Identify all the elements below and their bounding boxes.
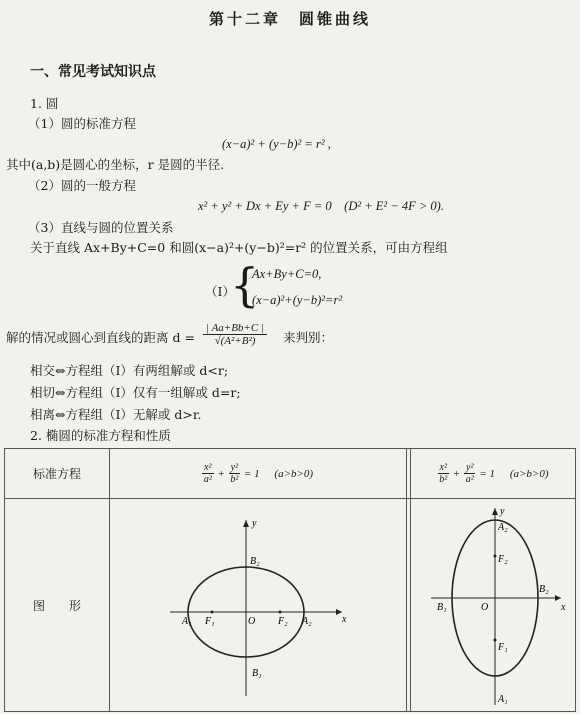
vertex-a2-label-v: A₂: [498, 522, 508, 533]
vertex-b2-label: B₂: [249, 556, 260, 567]
horizontal-ellipse-figure: [110, 500, 406, 710]
focus-f1-point-v: [494, 639, 497, 642]
item-line-circle: （3）直线与圆的位置关系: [28, 220, 174, 235]
focus-f1-point: [210, 611, 213, 614]
distance-denominator: √(A²+B²): [214, 335, 256, 347]
system-line-2: (x−a)²+(y−b)²=r²: [252, 293, 343, 307]
focus-f2-point-v: [494, 555, 497, 558]
vertex-a1-label-v: A₁: [498, 694, 508, 705]
distance-numerator: | Aa+Bb+C |: [203, 322, 267, 335]
y-label: y: [251, 518, 257, 529]
row-label-figure: 图 形: [5, 499, 110, 712]
item-general-eq: （2）圆的一般方程: [28, 178, 136, 193]
subsection-ellipse: 2. 椭圆的标准方程和性质: [30, 428, 171, 443]
condition-horizontal: (a>b>0): [274, 468, 314, 480]
system-brace: {: [230, 258, 260, 312]
row-label-equation: 标准方程: [5, 449, 110, 499]
focus-f1-label-v: F₁: [498, 642, 508, 653]
figure-vertical-cell: [411, 499, 576, 712]
figure-horizontal-cell: [109, 499, 406, 712]
origin-label: O: [247, 616, 255, 627]
system-label: （Ⅰ）: [205, 284, 235, 299]
condition-vertical: (a>b>0): [509, 468, 549, 480]
focus-f2-point: [278, 611, 281, 614]
x-label: x: [341, 614, 347, 625]
x-label-v: x: [561, 602, 566, 613]
equation-general: x² + y² + Dx + Ey + F = 0 (D² + E² − 4F > 0).: [198, 199, 444, 213]
distance-fraction: [203, 322, 267, 347]
origin-label-v: O: [481, 602, 489, 613]
standard-eq-note: 其中(a,b)是圆心的坐标，r 是圆的半径.: [6, 157, 225, 172]
distance-prefix: 解的情况或圆心到直线的距离 d =: [6, 330, 195, 345]
focus-f2-label: F₂: [277, 616, 288, 627]
equation-standard: (x−a)² + (y−b)² = r² ,: [222, 137, 331, 151]
vertex-a2-label: A₂: [301, 616, 312, 627]
vertex-b1-label: B₁: [251, 668, 262, 679]
vertex-b2-label-v: B₂: [539, 584, 549, 595]
focus-f1-label: F₁: [204, 616, 215, 627]
case-tangent: 相切⇔方程组（Ⅰ）仅有一组解或 d=r;: [30, 385, 241, 400]
vertex-b1-label-v: B₁: [437, 602, 447, 613]
ellipse-properties-table: [4, 448, 576, 712]
equation-vertical: $\frac{\text{x²}}{\text{b²}}$ + $\frac{\text{y²}}{\text{a²}}$ = 1 (a>b>0): [411, 449, 576, 499]
case-separate: 相离⇔方程组（Ⅰ）无解或 d>r.: [30, 407, 202, 422]
subsection-circle: 1. 圆: [30, 96, 59, 111]
system-line-1: Ax+By+C=0,: [252, 267, 322, 281]
line-circle-text: 关于直线 Ax+By+C=0 和圆(x−a)²+(y−b)²=r² 的位置关系，可由方程组: [30, 240, 448, 255]
vertical-ellipse-figure: [411, 500, 575, 710]
y-label-v: y: [500, 506, 505, 517]
case-intersect: 相交⇔方程组（Ⅰ）有两组解或 d<r;: [30, 363, 229, 378]
section-heading: 一、常见考试知识点: [30, 64, 156, 80]
distance-suffix: 来判别：: [283, 330, 334, 345]
chapter-title: 第十二章 圆锥曲线: [208, 10, 371, 28]
focus-f2-label-v: F₂: [498, 554, 508, 565]
item-standard-eq: （1）圆的标准方程: [28, 116, 136, 131]
vertex-a1-label: A₁: [181, 616, 192, 627]
equation-horizontal: $\frac{\text{x²}}{\text{a²}}$ + $\frac{\text{y²}}{\text{b²}}$ = 1 (a>b>0): [109, 449, 406, 499]
